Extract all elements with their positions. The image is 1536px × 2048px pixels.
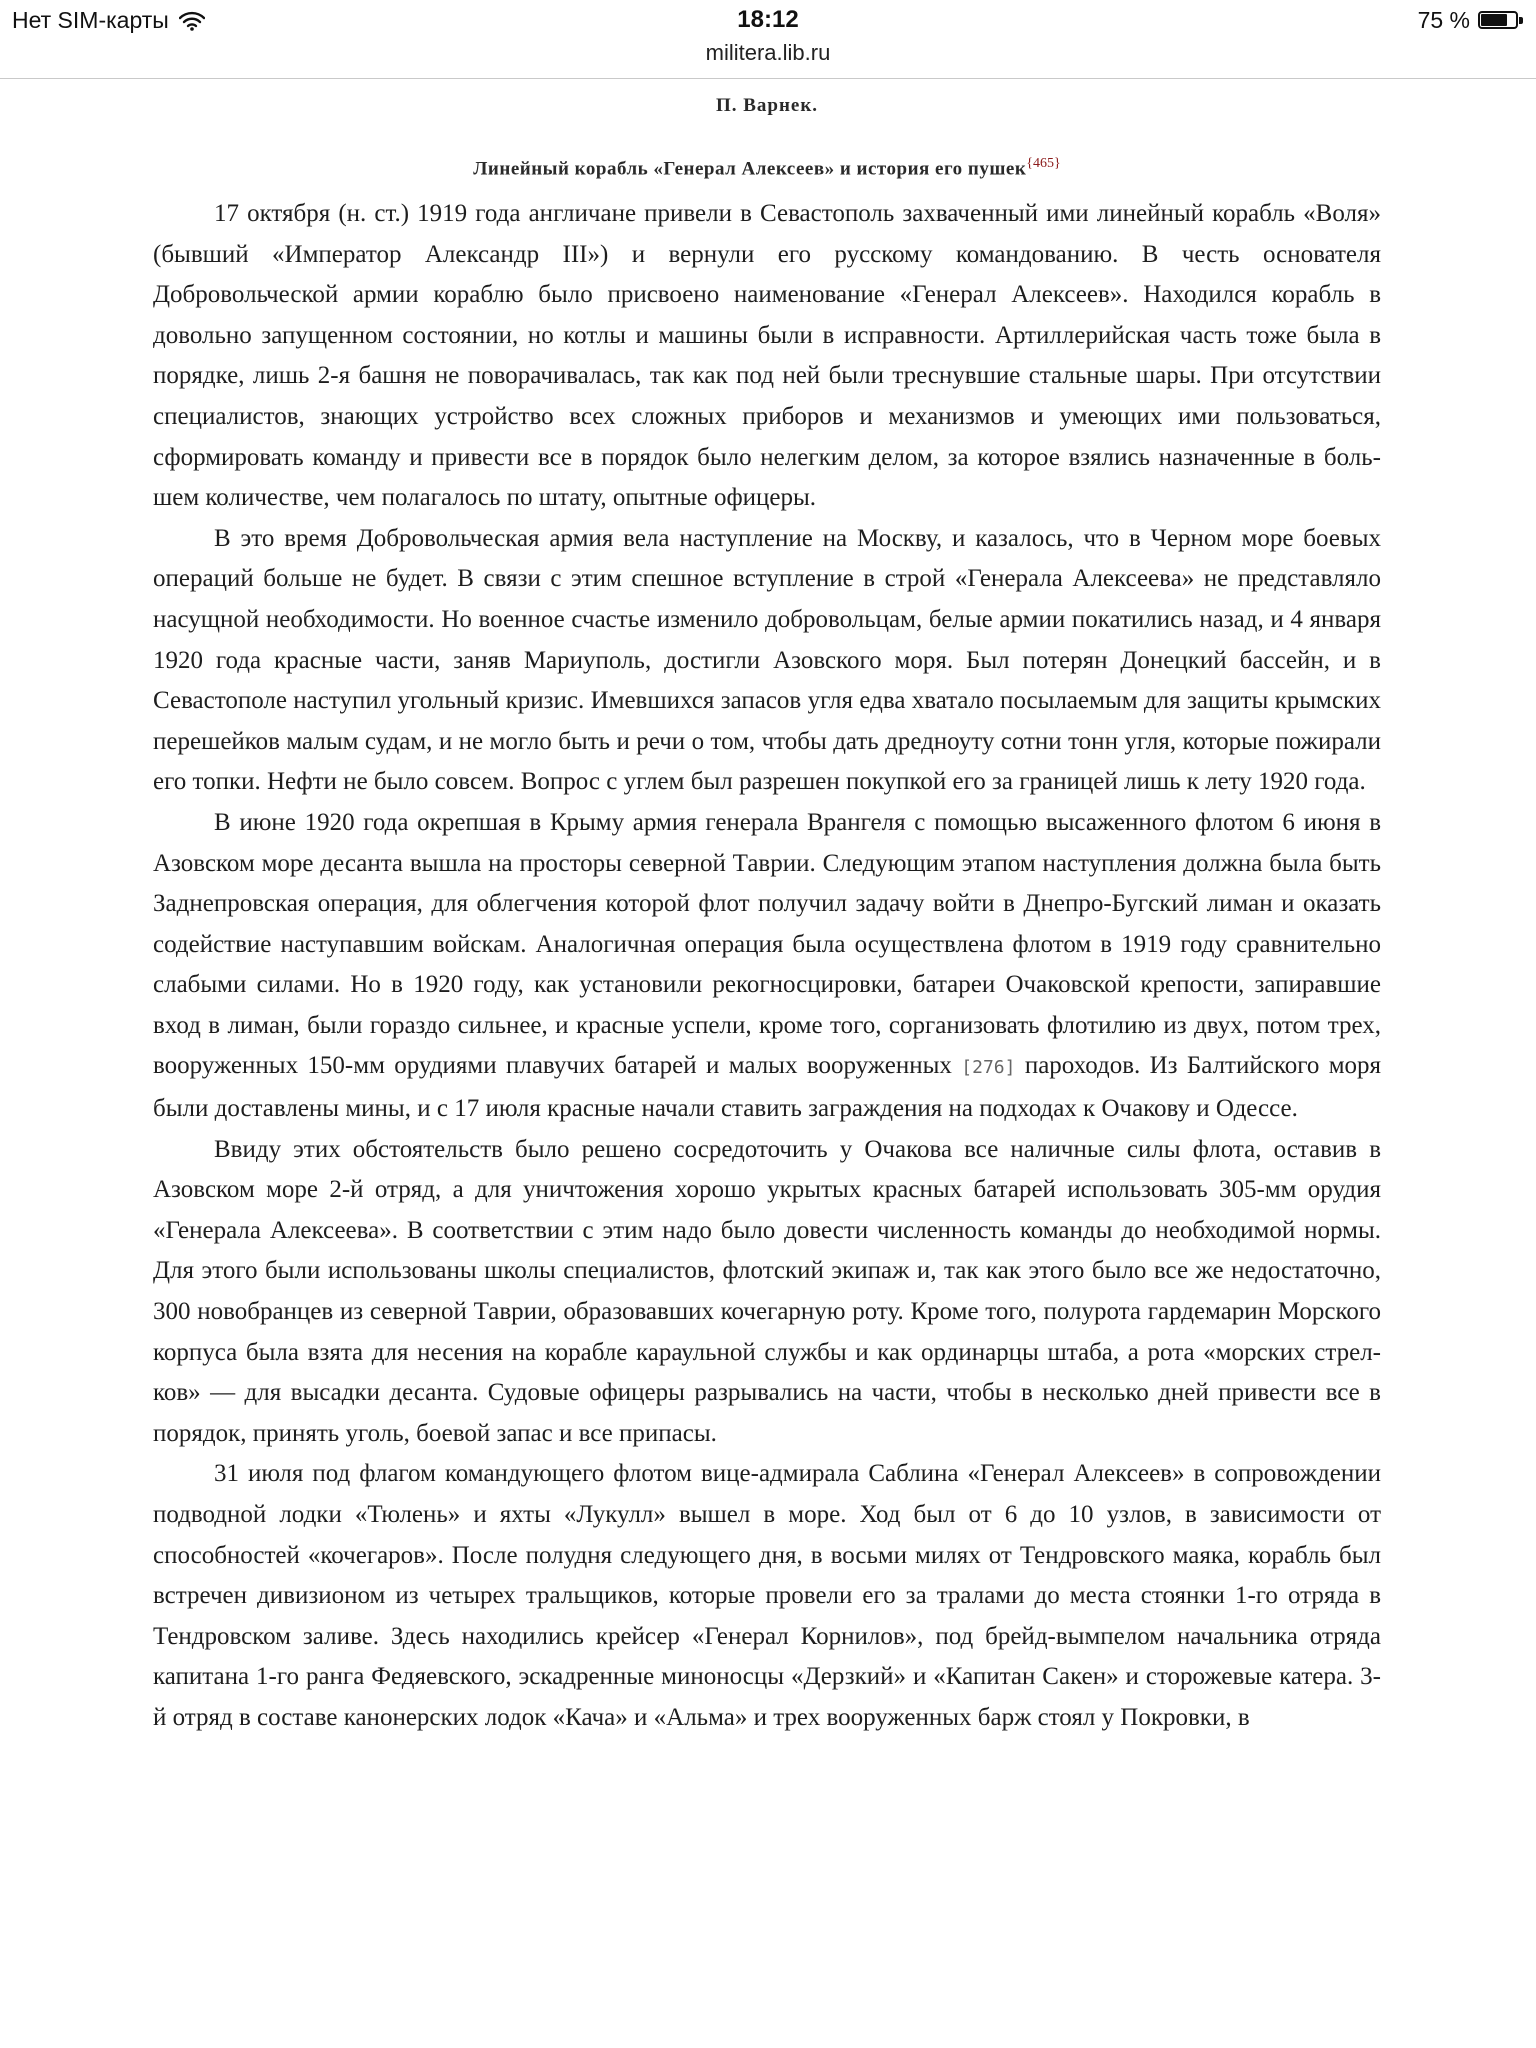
paragraph [153,803,1381,1130]
article-title [153,142,1381,194]
address-bar[interactable]: militera.lib.ru [705,40,831,65]
paragraph: 17 октября (н. ст.) 1919 года англичане привели в Севастополь захваченный ими линейный корабль «Воля» (бывший «Император Александр III») и вернули его русскому командованию. В честь основателя Добровольческой армии кораблю было присвоено наименование «Генерал Алексеев». Находился корабль в довольно запущенном состоянии, но котлы и машины были в исправности. Артиллерийская часть тоже была в порядке, лишь 2-я башня не поворачивалась, так как под ней были треснувшие стальные шары. При отсутствии специалистов, знающих устройство всех сложных приборов и механизмов и умеющих ими пользоваться, сформировать команду и привести все в порядок было нелегким делом, за которое взялись назначенные в большем количестве, чем полагалось по штату, опытные офицеры. [153,200,1381,512]
battery-level-fill [1481,14,1507,26]
battery-icon [1478,11,1524,31]
paragraph-text: В июне 1920 года окрепшая в Крыму армия генерала Врангеля с помощью высаженного флотом 6 июня в Азовском море десанта вышла на просторы северной Таврии. Следующим этапом наступления должна была быть Заднепровская операция, для облегчения которой флот получил задачу войти в Днепро-Бугский лиман и оказать содействие наступавшим войскам. Аналогичная операция была осуществлена флотом в 1919 году сравнительно слабыми силами. Но в 1920 году, как установили рекогносцировки, батареи Очаковской крепости, запиравшие вход в лиман, были гораздо сильнее, и красные успели, кроме того, сорганизовать флотилию из двух, потом трех, вооруженных 150-мм орудиями плавучих батарей и малых вооруженных [153,808,1381,1080]
toolbar-divider [0,78,1536,79]
paragraph: 31 июля под флагом командующего флотом вице-адмирала Саблина «Генерал Алексеев» в сопровождении подводной лодки «Тюлень» и яхты «Лукулл» вышел в море. Ход был от 6 до 10 узлов, в зависимости от способностей «кочегаров». После полудня следующего дня, в восьми милях от Тендровского маяка, корабль был встречен дивизионом из четырех тральщиков, которые провели его за тралами до места стоянки 1-го отряда в Тендровском заливе. Здесь находились крейсер «Генерал Корнилов», под брейд-вымпелом начальника отряда капитана 1-го ранга Федяевского, эскадренные миноносцы «Дерзкий» и «Капитан Сакен» и сторожевые катера. 3-й отряд в составе канонерских лодок «Кача» и «Альма» и трех вооруженных барж стоял у Покровки, в [153,1460,1381,1731]
clock: 18:12 [737,6,799,33]
article-body [153,194,1381,1739]
article-content [153,84,1381,1739]
status-bar [0,0,1536,42]
footnote-link[interactable]: {465} [1026,156,1061,171]
article-author: П. Варнек. [715,95,819,116]
page-marker: [276] [961,1057,1016,1079]
battery-percent: 75 % [1417,7,1470,33]
paragraph: В это время Добровольческая армия вела наступление на Москву, и казалось, что в Черном море боевых операций больше не будет. В связи с этим спешное вступление в строй «Генерала Алексеева» не представляло насущной необходимости. Но военное счастье изменило добровольцам, белые армии покатились назад, и 4 января 1920 года красные части, заняв Мариуполь, достигли Азовского моря. Был потерян Донецкий бассейн, и в Севастополе наступил угольный кризис. Имевшихся запасов угля едва хватало посылаемым для защиты крымских перешейков малым судам, и не могло быть и речи о том, чтобы дать дредноуту сотни тонн угля, которые пожирали его топки. Нефти не было совсем. Вопрос с углем был разрешен покупкой его за границей лишь к лету 1920 года. [153,524,1381,796]
battery-indicator [1418,7,1524,34]
carrier-label: Нет SIM-карты [12,7,169,33]
paragraph: Ввиду этих обстоятельств было решено сосредоточить у Очакова все наличные силы флота, оставив в Азовском море 2-й отряд, а для уничтожения хорошо укрытых красных батарей использовать 305-мм орудия «Генерала Алексеева». В соответствии с этим надо было довести численность команды до необходимой нормы. Для этого были использованы школы специалистов, флотский экипаж и, так как этого было все же недостаточно, 300 новобранцев из северной Таврии, образовавших кочегарную роту. Кроме того, полурота гардемарин Морского корпуса была взята для несения на корабле караульной службы и как ординарцы штаба, а рота «морских стрелков» — для высадки десанта. Судовые офицеры разрывались на части, чтобы в несколько дней привести все в порядок, принять уголь, боевой запас и все припасы. [153,1135,1381,1447]
paragraph-text: пароходов. Из Балтийского моря были доставлены мины, и с 17 июля красные начали ставить заграждения на подходах к Очакову и Одессе. [153,1052,1382,1123]
article-title-text: Линейный корабль «Генерал Алексеев» и история его пушек [473,158,1027,180]
